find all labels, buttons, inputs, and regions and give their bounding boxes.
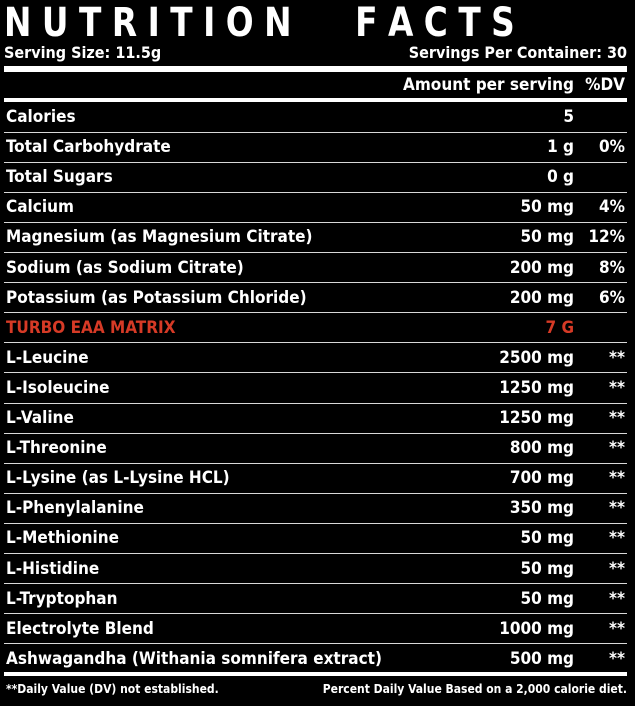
header-amount: Amount per serving xyxy=(403,75,574,95)
title-letter-a: A xyxy=(387,0,414,46)
nutrient-name: Total Carbohydrate xyxy=(6,137,171,158)
footnote-daily-value-basis: Percent Daily Value Based on a 2,000 calorie diet. xyxy=(322,682,627,696)
nutrient-row xyxy=(4,644,627,674)
nutrient-row xyxy=(4,222,627,252)
nutrient-dv: ** xyxy=(609,498,625,519)
nutrient-row xyxy=(4,313,627,343)
nutrient-amount: 50 mg xyxy=(520,528,574,549)
nutrient-amount: 800 mg xyxy=(509,438,574,459)
nutrient-row xyxy=(4,614,627,644)
nutrient-row xyxy=(4,253,627,283)
nutrient-name: Magnesium (as Magnesium Citrate) xyxy=(6,227,313,248)
title-letter-n1: N xyxy=(4,0,32,46)
nutrient-row xyxy=(4,192,627,222)
nutrient-row xyxy=(4,584,627,614)
nutrient-dv: ** xyxy=(609,558,625,579)
title-letter-f: F xyxy=(355,0,378,46)
nutrient-name: Total Sugars xyxy=(6,167,113,188)
title-letter-t2: T xyxy=(170,0,193,46)
nutrient-amount: 2500 mg xyxy=(499,347,574,368)
nutrient-row xyxy=(4,283,627,313)
serving-size: Serving Size: 11.5g xyxy=(4,43,162,62)
nutrition-facts-title xyxy=(4,2,515,44)
nutrient-name: L-Lysine (as L-Lysine HCL) xyxy=(6,468,230,489)
nutrient-dv: ** xyxy=(609,408,625,428)
nutrient-row xyxy=(4,162,627,192)
nutrient-dv: ** xyxy=(609,648,625,669)
nutrient-dv: ** xyxy=(609,618,625,639)
nutrient-dv: ** xyxy=(609,347,625,368)
title-letter-s: S xyxy=(491,0,515,46)
nutrient-dv: 0% xyxy=(599,137,625,158)
nutrient-name: Calcium xyxy=(6,197,74,218)
nutrient-dv: 12% xyxy=(588,227,625,248)
nutrient-name: Calories xyxy=(6,107,76,127)
title-letter-o: O xyxy=(225,0,254,46)
nutrient-row xyxy=(4,102,627,132)
nutrient-row xyxy=(4,403,627,433)
nutrient-name: L-Phenylalanine xyxy=(6,498,144,519)
nutrient-amount: 500 mg xyxy=(509,648,574,669)
nutrient-dv: 8% xyxy=(599,257,625,278)
serving-info xyxy=(4,42,627,64)
nutrient-row xyxy=(4,554,627,584)
header-dv: %DV xyxy=(585,75,625,95)
nutrient-name: L-Tryptophan xyxy=(6,588,118,609)
title-letter-c: C xyxy=(423,0,448,46)
column-header xyxy=(4,72,627,98)
nutrient-amount: 700 mg xyxy=(509,468,574,489)
nutrient-amount: 5 xyxy=(563,107,574,127)
nutrient-dv: ** xyxy=(609,528,625,549)
title-letter-i1: I xyxy=(147,0,160,46)
title-letter-t3: T xyxy=(458,0,481,46)
title-letter-n2: N xyxy=(264,0,292,46)
servings-per-container: Servings Per Container: 30 xyxy=(408,43,627,62)
nutrient-dv: ** xyxy=(609,377,625,398)
nutrient-row xyxy=(4,493,627,523)
nutrient-name: Electrolyte Blend xyxy=(6,618,154,639)
nutrient-name: Potassium (as Potassium Chloride) xyxy=(6,287,307,308)
nutrient-amount: 1 g xyxy=(547,137,574,158)
title-letter-i2: I xyxy=(203,0,216,46)
nutrient-row xyxy=(4,343,627,373)
nutrient-dv: ** xyxy=(609,588,625,609)
nutrient-name: L-Valine xyxy=(6,408,74,428)
nutrient-name: L-Threonine xyxy=(6,438,107,459)
nutrient-dv: 6% xyxy=(599,287,625,308)
nutrient-dv: 4% xyxy=(599,197,625,218)
nutrient-name: L-Isoleucine xyxy=(6,377,110,398)
nutrient-name: L-Histidine xyxy=(6,558,100,579)
nutrient-row xyxy=(4,433,627,463)
nutrient-amount: 200 mg xyxy=(509,257,574,278)
nutrient-name: L-Methionine xyxy=(6,528,120,549)
nutrient-dv: ** xyxy=(609,468,625,489)
nutrient-amount: 1000 mg xyxy=(499,618,574,639)
nutrient-amount: 0 g xyxy=(547,167,574,188)
nutrient-amount: 50 mg xyxy=(520,558,574,579)
nutrient-name: Ashwagandha (Withania somnifera extract) xyxy=(6,648,382,669)
title-letter-u: U xyxy=(41,0,69,46)
nutrient-amount: 50 mg xyxy=(520,197,574,218)
title-letter-r: R xyxy=(111,0,138,46)
title-letter-t1: T xyxy=(79,0,102,46)
nutrient-amount: 1250 mg xyxy=(499,408,574,428)
nutrient-row xyxy=(4,132,627,162)
nutrient-dv: ** xyxy=(609,438,625,459)
nutrient-amount: 7 G xyxy=(545,317,574,338)
thick-divider-bottom xyxy=(4,672,627,676)
nutrient-amount: 200 mg xyxy=(509,287,574,308)
nutrient-amount: 50 mg xyxy=(520,227,574,248)
nutrient-amount: 1250 mg xyxy=(499,377,574,398)
nutrient-amount: 50 mg xyxy=(520,588,574,609)
nutrient-row xyxy=(4,463,627,493)
footnotes xyxy=(4,678,627,700)
nutrient-row xyxy=(4,523,627,553)
nutrient-row xyxy=(4,373,627,403)
nutrient-amount: 350 mg xyxy=(509,498,574,519)
footnote-dv-not-established: **Daily Value (DV) not established. xyxy=(6,682,219,696)
nutrient-name: Sodium (as Sodium Citrate) xyxy=(6,257,244,278)
nutrient-name: L-Leucine xyxy=(6,347,89,368)
nutrient-name: TURBO EAA MATRIX xyxy=(6,317,176,338)
